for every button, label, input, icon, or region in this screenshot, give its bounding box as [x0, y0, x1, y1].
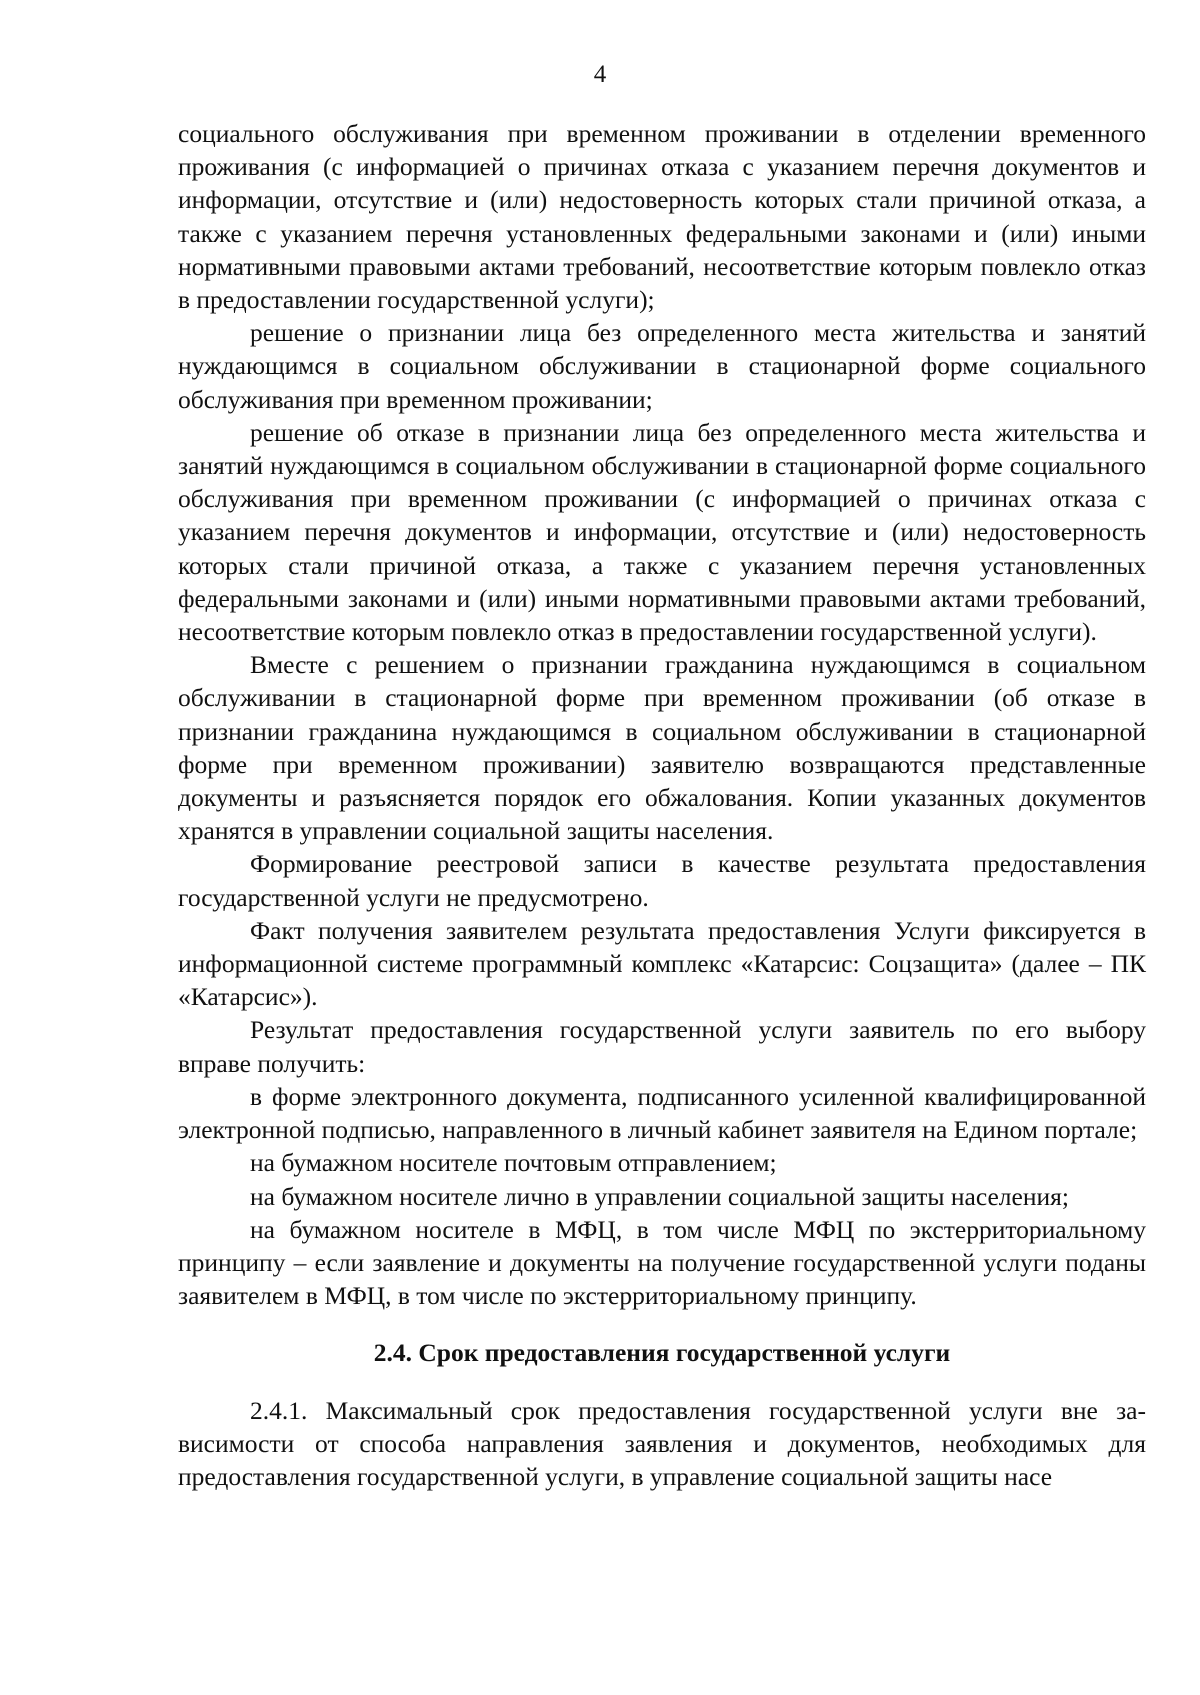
paragraph: Вместе с решением о признании гражданина нуждающимся в социальном обслуживании в стационарной форме при временном проживании (об отказе в признании гражданина нуждающимся в социальном обслуживании в стационарной форме при временном проживании) заявителю возвращаются представленные документы и разъясняется порядок его обжалования. Копии указанных документов хранятся в управлении социальной защиты населения. [178, 650, 1146, 846]
list-item: на бумажном носителе лично в управлении социальной защиты населения; [250, 1181, 1069, 1211]
section-heading: 2.4. Срок предоставления государственной услуги [373, 1338, 951, 1368]
paragraph: Результат предоставления государственной услуги заявитель по его выбору вправе получить: [178, 1015, 1146, 1078]
paragraph: 2.4.1. Максимальный срок предоставления государственной услуги вне зависимости от способа направления заявления и документов, необходимых для предоставления государственной услуги, в управление социальной защиты насе [178, 1395, 1146, 1491]
list-item: на бумажном носителе почтовым отправлением; [250, 1148, 777, 1178]
paragraph: Факт получения заявителем результата предоставления Услуги фиксируется в информационной системе программный комплекс «Катарсис: Соцзащита» (далее – ПК «Катарсис»). [178, 915, 1146, 1012]
list-item: в форме электронного документа, подписанного усиленной квалифицированной электронной подписью, направленного в личный кабинет заявителя на Едином портале; [178, 1081, 1146, 1145]
document-body [178, 117, 1146, 1493]
paragraph: решение о признании лица без определенного места жительства и занятий нуждающимся в социальном обслуживании в стационарной форме социального обслуживания при временном проживании; [178, 318, 1146, 414]
paragraph: Формирование реестровой записи в качестве результата предоставления государственной услуги не предусмотрено. [178, 849, 1146, 912]
paragraph: решение об отказе в признании лица без определенного места жительства и занятий нуждающимся в социальном обслуживании в стационарной форме социального обслуживания при временном проживании (с информацией о причинах отказа с указанием перечня документов и информации, отсутствие и (или) недостоверность которых стали причиной отказа, а также с указанием перечня установленных федеральными законами и (или) иными нормативными правовыми актами требований, несоответствие которым повлекло отказ в предоставлении государственной услуги). [178, 417, 1146, 647]
list-item: на бумажном носителе в МФЦ, в том числе МФЦ по экстерриториальному принципу – если заявление и документы на получение государственной услуги поданы заявителем в МФЦ, в том числе по экстерриториальному принципу. [178, 1214, 1146, 1311]
paragraph-continuation: социального обслуживания при временном проживании в отделении временного проживания (с информацией о причинах отказа с указанием перечня документов и информации, отсутствие и (или) недостоверность которых стали причиной отказа, а также с указанием перечня установленных федеральными законами и (или) иными нормативными правовыми актами требований, несоответствие которым повлекло отказ в предоставлении государственной услуги); [178, 119, 1146, 315]
page-number: 4 [593, 61, 607, 88]
